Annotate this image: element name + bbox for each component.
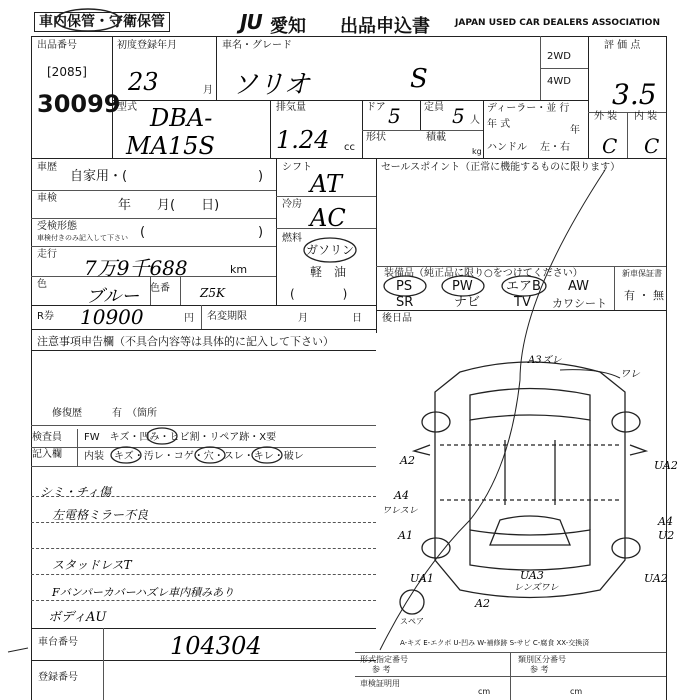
recycle-unit: 円 (184, 313, 194, 324)
dealer-label: ディーラー・並 行 (487, 103, 570, 114)
model-label: 車名・グレード (222, 40, 292, 51)
form-cat-label: 類別区分番号 (518, 655, 566, 664)
form-shape-label: 形式指定番号 (360, 655, 408, 664)
plate-label: 登録番号 (38, 672, 78, 683)
type-line2: MA15S (126, 132, 215, 160)
warranty-label: 新車保証書 (622, 269, 662, 278)
mark-ua1: UA1 (410, 572, 434, 585)
inspection-type-note: 車検付きのみ記入して下さい (37, 234, 128, 242)
inspection-value: 年 月( 日) (118, 198, 220, 213)
drive-4wd: 4WD (547, 76, 571, 87)
ext-grade: C (602, 134, 618, 158)
lot-small: [2085] (47, 65, 87, 79)
note-2: 左電格ミラー不良 (52, 508, 149, 522)
inspection-label: 車検 (37, 193, 57, 204)
cooling-value: AC (310, 204, 346, 232)
fuel-other: ( ) (290, 287, 348, 301)
mileage-label: 走行 (37, 249, 57, 260)
notes-label: 注意事項申告欄（不具合内容等は具体的に記入して下さい） (37, 335, 334, 348)
color-num: Z5K (200, 286, 225, 300)
history-value: 自家用・( (70, 169, 128, 184)
equip-pw: PW (452, 279, 473, 294)
mark-ua3: UA3 (520, 569, 544, 582)
interior-row: 内装 キズ・汚レ・コゲ・穴・スレ・キレ・破レ (84, 451, 304, 462)
displacement-value: 1.24 (276, 126, 330, 154)
note-4: Fバンパーカバーハズレ車内積みあり (52, 586, 235, 599)
name-change-day: 日 (352, 313, 362, 324)
type-label: 型式 (117, 102, 137, 113)
equip-aw: AW (568, 279, 590, 294)
chassis-label: 車台番号 (38, 637, 78, 648)
mark-a4-left: A4 (394, 489, 409, 502)
warranty-opts: 有 ・ 無 (624, 289, 664, 302)
mark-u2: U2 (658, 529, 675, 542)
form-cm-2: cm (570, 687, 583, 696)
chassis-value: 104304 (170, 632, 262, 660)
mark-lens-ware: レンズワレ (514, 583, 559, 593)
inspection-type-label: 受検形態 (37, 221, 77, 232)
name-change-month: 月 (298, 313, 308, 324)
handle-label: ハンドル (487, 142, 527, 153)
form-ref1: 参 考 (372, 665, 391, 674)
year-label: 年 式 (487, 119, 511, 130)
inspector-sub: 記入欄 (32, 449, 62, 460)
form-cm-1: cm (478, 687, 491, 696)
mark-ua2-rear: UA2 (644, 572, 668, 585)
name-change-label: 名変期限 (207, 311, 247, 322)
capacity-label: 定員 (424, 102, 444, 113)
sales-label: セールスポイント（正常に機能するものに限ります） (381, 162, 621, 173)
mark-ware-sure: ワレスレ (382, 506, 418, 516)
history-label: 車歴 (37, 162, 57, 173)
int-label: 内 装 (634, 111, 658, 122)
first-reg-label: 初度登録年月 (117, 40, 177, 51)
equip-navi: ナビ (454, 295, 481, 310)
first-reg-unit: 月 (203, 85, 213, 96)
history-close: ) (258, 169, 264, 184)
displacement-unit: cc (344, 142, 355, 153)
shape-label: 形状 (366, 132, 386, 143)
capacity-value: 5 (452, 104, 465, 128)
recycle-label: R券 (37, 311, 54, 322)
type-line1: DBA- (150, 104, 213, 132)
form-ref2: 参 考 (530, 665, 549, 674)
form-cert-label: 車検証明用 (360, 679, 400, 688)
displacement-label: 排気量 (276, 102, 306, 113)
note-5: ボディAU (48, 610, 107, 625)
capacity-unit: 人 (470, 115, 480, 126)
form-title: 出品申込書 (340, 16, 430, 37)
inspection-type-close: ) (258, 225, 264, 240)
mileage-value: 7万9千688 (84, 256, 188, 280)
equip-seat: カワシート (552, 297, 607, 310)
mark-a4-right: A4 (658, 515, 673, 528)
load-unit: kg (472, 147, 482, 156)
drive-2wd: 2WD (547, 51, 571, 62)
form-title-en: JAPAN USED CAR DEALERS ASSOCIATION (455, 18, 660, 28)
mileage-unit: km (230, 263, 248, 276)
doors-label: ドア (366, 102, 386, 113)
note-1: シミ・チィ傷 (40, 485, 112, 499)
cooling-label: 冷房 (282, 199, 302, 210)
int-grade: C (644, 134, 660, 158)
repair-value: 有 （箇所 (112, 408, 157, 419)
handle-opts: 左・右 (540, 142, 570, 153)
note-3: スタッドレスT (52, 558, 132, 572)
score-label: 評 価 点 (604, 40, 641, 51)
equip-ps: PS (396, 279, 413, 294)
inspector-label: 検査員 (32, 432, 62, 443)
org-name: 愛知 (270, 16, 306, 37)
mark-a3-zure: A3ズレ (528, 355, 562, 366)
mark-a2-rear: A2 (475, 597, 490, 610)
equip-sr: SR (396, 295, 414, 310)
mark-a1: A1 (398, 529, 413, 542)
model-grade: S (410, 64, 428, 94)
shift-label: シフト (282, 162, 312, 173)
lot-number: 30099 (37, 90, 121, 118)
color-value: ブルー (86, 286, 140, 307)
spare-label: スペア (400, 617, 424, 626)
color-num-label: 色番 (150, 283, 170, 294)
model-name: ソリオ (232, 70, 310, 100)
doors-value: 5 (388, 104, 401, 128)
shift-value: AT (310, 170, 343, 198)
fuel-gasoline: ガソリン (306, 243, 355, 257)
equipment-label: 装備品（純正品に限り○をつけてください） (384, 268, 583, 279)
mark-ware: ワレ (620, 369, 640, 380)
repair-label: 修復歴 (52, 408, 82, 419)
after-label: 後日品 (382, 313, 412, 324)
lot-label: 出品番号 (37, 40, 77, 51)
first-reg-value: 23 (128, 68, 159, 96)
fuel-diesel: 軽 油 (310, 265, 347, 279)
year-unit: 年 (570, 125, 580, 136)
damage-legend: A-キズ E-エクボ U-凹み W-補修跡 S-サビ C-腐食 XX-交換済 (400, 639, 590, 647)
load-label: 積載 (426, 132, 446, 143)
inspection-type-open: ( (140, 225, 146, 240)
ext-label: 外 装 (594, 111, 618, 122)
ju-logo: JU (240, 10, 262, 34)
score-value: 3.5 (612, 78, 657, 111)
mark-ua2-right: UA2 (654, 459, 678, 472)
equip-tv: TV (514, 295, 531, 310)
fuel-label: 燃料 (282, 233, 302, 244)
color-label: 色 (37, 279, 47, 290)
fw-row: FW キズ・凹み・ヒビ割・リペア跡・X要 (84, 432, 277, 443)
equip-airbag: エアB (506, 279, 541, 294)
recycle-value: 10900 (80, 305, 144, 329)
storage-stamp: 車内保管・守衛保管 (34, 12, 170, 32)
mark-a2-left: A2 (400, 454, 415, 467)
